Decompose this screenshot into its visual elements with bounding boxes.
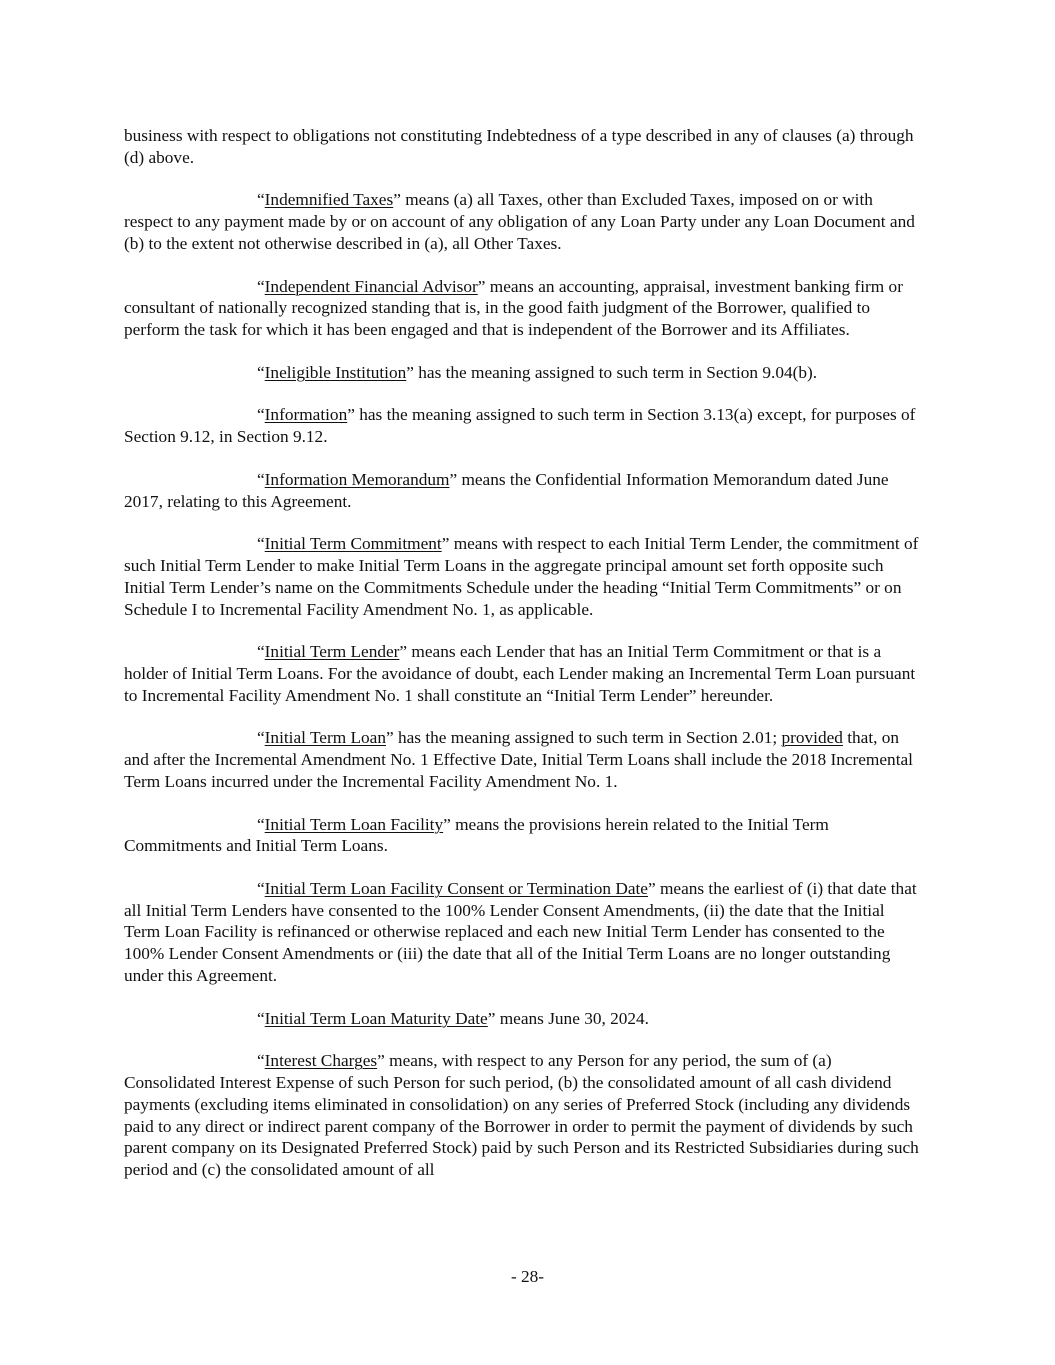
open-quote: “: [257, 878, 265, 898]
definition-body: means the provisions herein related to the Initial Term Commitments and Initial Term Loans.: [124, 814, 829, 856]
open-quote: “: [257, 469, 265, 489]
page-number: - 28-: [510, 1267, 545, 1286]
close-quote: ”: [477, 276, 486, 296]
definition-initial-term-loan-facility-consent-or-termination-date: [124, 878, 924, 987]
open-quote: “: [257, 276, 265, 296]
definition-body: means the Confidential Information Memorandum dated June 2017, relating to this Agreement.: [124, 469, 889, 511]
definition-body: means with respect to each Initial Term Lender, the commitment of such Initial Term Lender to make Initial Term Loans in the aggregate principal amount set forth opposite such Initial Term Lender’s name on the Commitments Schedule under the heading “Initial Term Commitments” or on Schedule I to Incremental Facility Amendment No. 1, as applicable.: [124, 534, 919, 619]
definition-initial-term-lender: [124, 641, 924, 706]
intro-text: business with respect to obligations not constituting Indebtedness of a type described in any of clauses (a) through (d) above.: [124, 126, 914, 167]
defined-term: Initial Term Loan Facility: [264, 814, 444, 834]
defined-term: Indemnified Taxes: [264, 190, 394, 210]
open-quote: “: [257, 1051, 265, 1071]
open-quote: “: [257, 405, 265, 425]
definition-body: means (a) all Taxes, other than Excluded Taxes, imposed on or with respect to any payment made by or on account of any obligation of any Loan Party under any Loan Document and (b) to the extent not otherwise described in (a), all Other Taxes.: [124, 190, 915, 253]
close-quote: ”: [441, 534, 450, 554]
definition-body: means the earliest of (i) that date that all Initial Term Lenders have consented to the 100% Lender Consent Amendments, (ii) the date that the Initial Term Loan Facility is refinanced or otherwise replaced and each new Initial Term Lender has consented to the 100% Lender Consent Amendments or (iii) the date that all of the Initial Term Loans are no longer outstanding under this Agreement.: [124, 878, 917, 986]
close-quote: ”: [377, 1051, 385, 1071]
definition-information-memorandum: [124, 469, 924, 513]
definition-interest-charges: [124, 1050, 924, 1181]
definition-body: has the meaning assigned to such term in Section 9.04(b).: [413, 362, 818, 382]
document-body: [124, 125, 924, 1202]
defined-term: Initial Term Commitment: [264, 534, 442, 554]
definition-independent-financial-advisor: [124, 276, 924, 341]
defined-term: Initial Term Loan: [264, 728, 386, 748]
open-quote: “: [257, 190, 265, 210]
defined-term: Initial Term Lender: [264, 642, 400, 662]
defined-term: Independent Financial Advisor: [264, 276, 478, 296]
definition-initial-term-commitment: [124, 533, 924, 620]
open-quote: “: [257, 1008, 265, 1028]
definition-body-pre: has the meaning assigned to such term in Section 2.01;: [393, 728, 782, 748]
definition-body: means, with respect to any Person for any period, the sum of (a) Consolidated Interest Expense of such Person for such period, (b) the consolidated amount of all cash dividend payments (excluding items eliminated in consolidation) on any series of Preferred Stock (including any dividends paid to any direct or indirect parent company of the Borrower in order to permit the payment of dividends by such parent company on its Designated Preferred Stock) paid by such Person and its Restricted Subsidiaries during such period and (c) the consolidated amount of all: [124, 1051, 919, 1180]
definition-information: [124, 404, 924, 448]
open-quote: “: [257, 642, 265, 662]
close-quote: ”: [386, 728, 394, 748]
defined-term: Initial Term Loan Maturity Date: [264, 1008, 488, 1028]
close-quote: ”: [399, 642, 408, 662]
close-quote: ”: [647, 878, 656, 898]
definition-body: means June 30, 2024.: [495, 1008, 649, 1028]
definition-body: means each Lender that has an Initial Term Commitment or that is a holder of Initial Term Loans. For the avoidance of doubt, each Lender making an Incremental Term Loan pursuant to Incremental Facility Amendment No. 1 shall constitute an “Initial Term Lender” hereunder.: [124, 642, 916, 705]
intro-paragraph: [124, 125, 924, 169]
definition-body: has the meaning assigned to such term in Section 3.13(a) except, for purposes of Section 9.12, in Section 9.12.: [124, 405, 916, 447]
open-quote: “: [257, 534, 265, 554]
definition-initial-term-loan-facility: [124, 814, 924, 858]
defined-term: Interest Charges: [264, 1051, 378, 1071]
provided-term: provided: [781, 728, 843, 748]
close-quote: ”: [393, 190, 401, 210]
close-quote: ”: [449, 469, 458, 489]
close-quote: ”: [406, 362, 414, 382]
definition-indemnified-taxes: [124, 189, 924, 254]
open-quote: “: [257, 728, 265, 748]
open-quote: “: [257, 362, 265, 382]
definition-initial-term-loan: [124, 727, 924, 792]
defined-term: Information: [264, 405, 348, 425]
defined-term: Information Memorandum: [264, 469, 450, 489]
definition-body-post: that, on and after the Incremental Amendment No. 1 Effective Date, Initial Term Loans shall include the 2018 Incremental Term Loans incurred under the Incremental Facility Amendment No. 1.: [124, 728, 913, 791]
close-quote: ”: [443, 814, 451, 834]
defined-term: Ineligible Institution: [264, 362, 407, 382]
open-quote: “: [257, 814, 265, 834]
definition-ineligible-institution: [124, 362, 924, 384]
definition-body: means an accounting, appraisal, investment banking firm or consultant of nationally recognized standing that is, in the good faith judgment of the Borrower, qualified to perform the task for which it has been engaged and that is independent of the Borrower and its Affiliates.: [124, 276, 903, 340]
close-quote: ”: [487, 1008, 496, 1028]
close-quote: ”: [347, 405, 355, 425]
definition-initial-term-loan-maturity-date: [124, 1008, 924, 1030]
defined-term: Initial Term Loan Facility Consent or Termination Date: [264, 878, 648, 898]
